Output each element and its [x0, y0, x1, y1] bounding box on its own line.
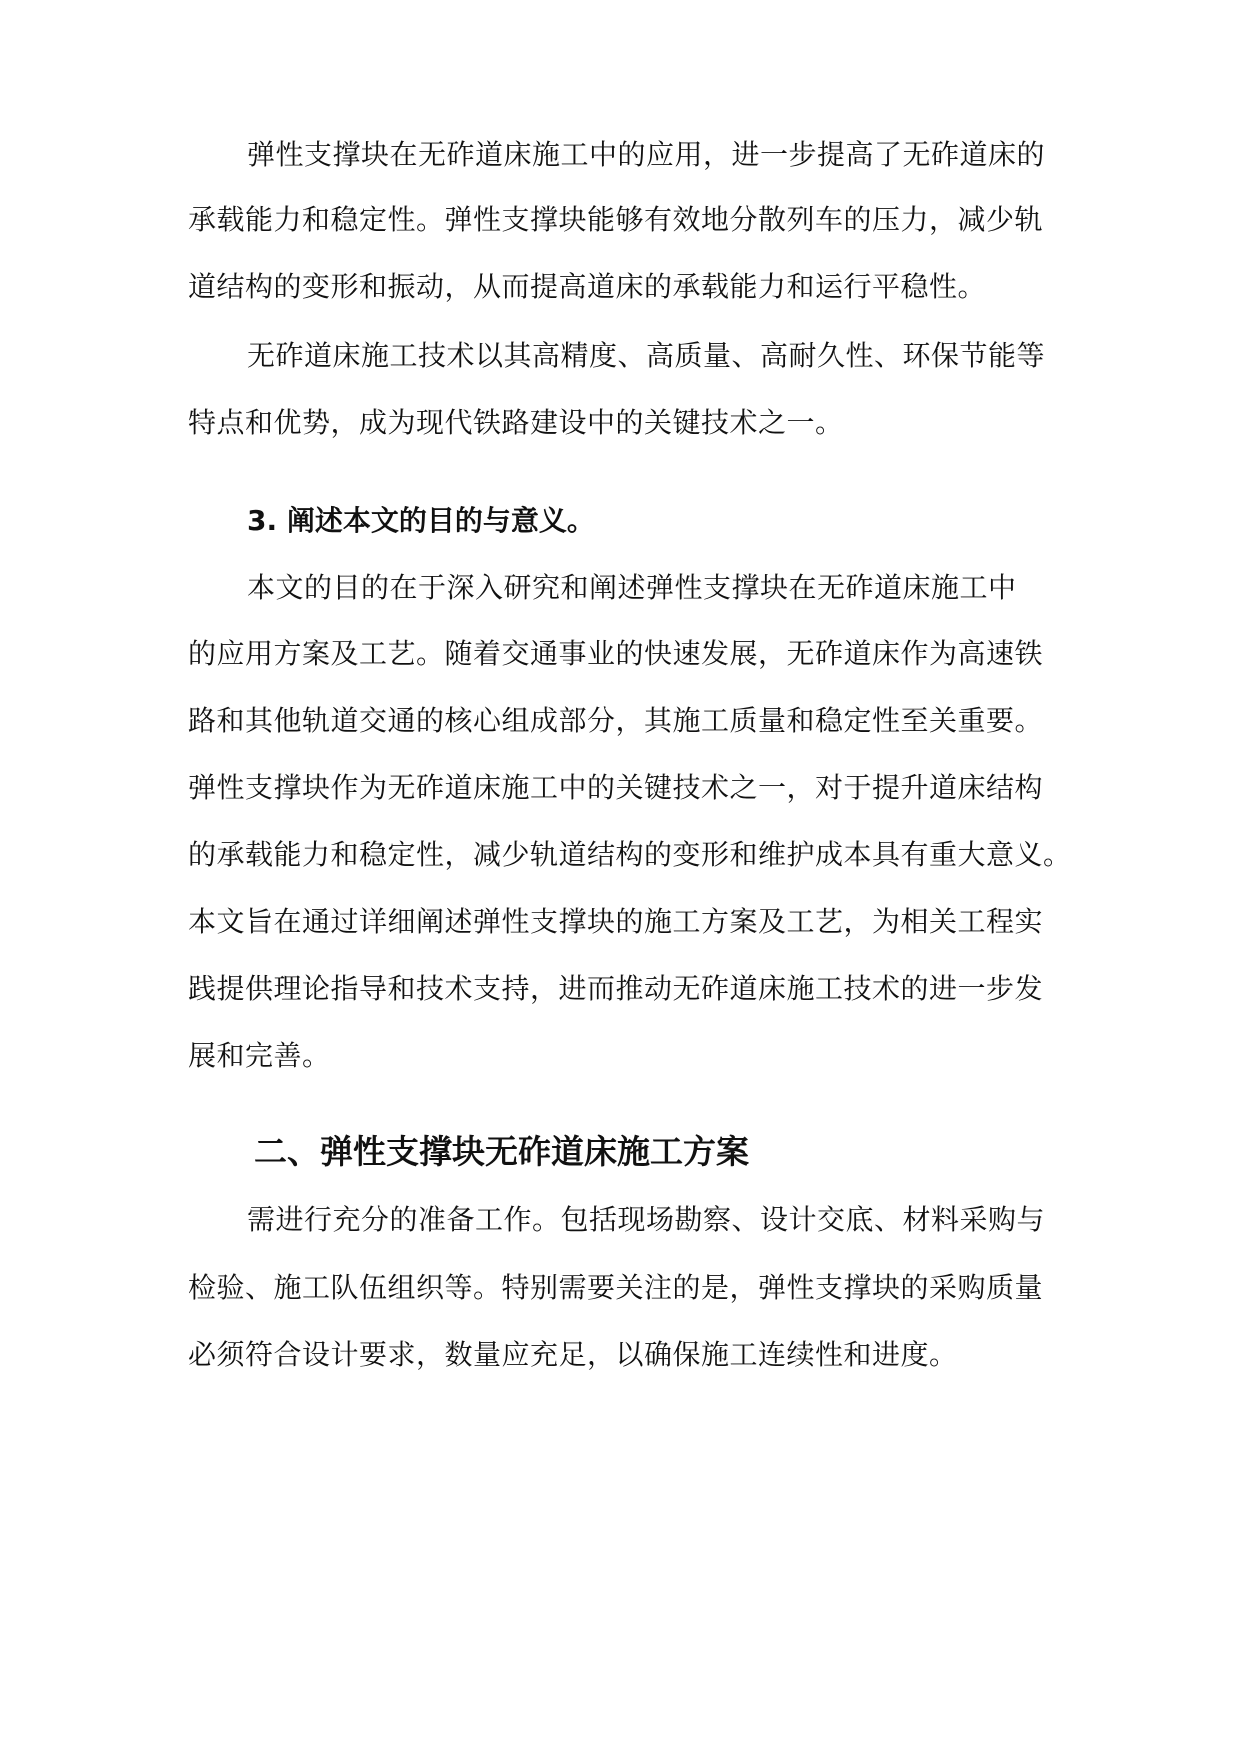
paragraph-4-line-1: 需进行充分的准备工作。包括现场勘察、设计交底、材料采购与 — [247, 1203, 1046, 1236]
paragraph-3-line-1: 本文的目的在于深入研究和阐述弹性支撑块在无砟道床施工中 — [247, 571, 1017, 604]
paragraph-1-line-2: 承载能力和稳定性。弹性支撑块能够有效地分散列车的压力，减少轨 — [188, 203, 1044, 236]
paragraph-3-line-8: 展和完善。 — [188, 1039, 331, 1072]
paragraph-3-line-6: 本文旨在通过详细阐述弹性支撑块的施工方案及工艺，为相关工程实 — [188, 905, 1044, 938]
paragraph-3-line-2: 的应用方案及工艺。随着交通事业的快速发展，无砟道床作为高速铁 — [188, 637, 1044, 670]
paragraph-1-line-3: 道结构的变形和振动，从而提高道床的承载能力和运行平稳性。 — [188, 270, 987, 303]
paragraph-1-line-1: 弹性支撑块在无砟道床施工中的应用，进一步提高了无砟道床的 — [247, 138, 1046, 171]
paragraph-2-line-2: 特点和优势，成为现代铁路建设中的关键技术之一。 — [188, 406, 844, 439]
paragraph-3-line-5: 的承载能力和稳定性，减少轨道结构的变形和维护成本具有重大意义。 — [188, 838, 1072, 871]
paragraph-4-line-3: 必须符合设计要求，数量应充足，以确保施工连续性和进度。 — [188, 1338, 958, 1371]
section-3-heading: 3. 阐述本文的目的与意义。 — [247, 504, 595, 537]
paragraph-3-line-4: 弹性支撑块作为无砟道床施工中的关键技术之一，对于提升道床结构 — [188, 771, 1044, 804]
paragraph-3-line-3: 路和其他轨道交通的核心组成部分，其施工质量和稳定性至关重要。 — [188, 704, 1044, 737]
chapter-2-heading: 二、弹性支撑块无砟道床施工方案 — [254, 1132, 749, 1171]
paragraph-4-line-2: 检验、施工队伍组织等。特别需要关注的是，弹性支撑块的采购质量 — [188, 1271, 1044, 1304]
paragraph-3-line-7: 践提供理论指导和技术支持，进而推动无砟道床施工技术的进一步发 — [188, 972, 1044, 1005]
paragraph-2-line-1: 无砟道床施工技术以其高精度、高质量、高耐久性、环保节能等 — [247, 339, 1046, 372]
